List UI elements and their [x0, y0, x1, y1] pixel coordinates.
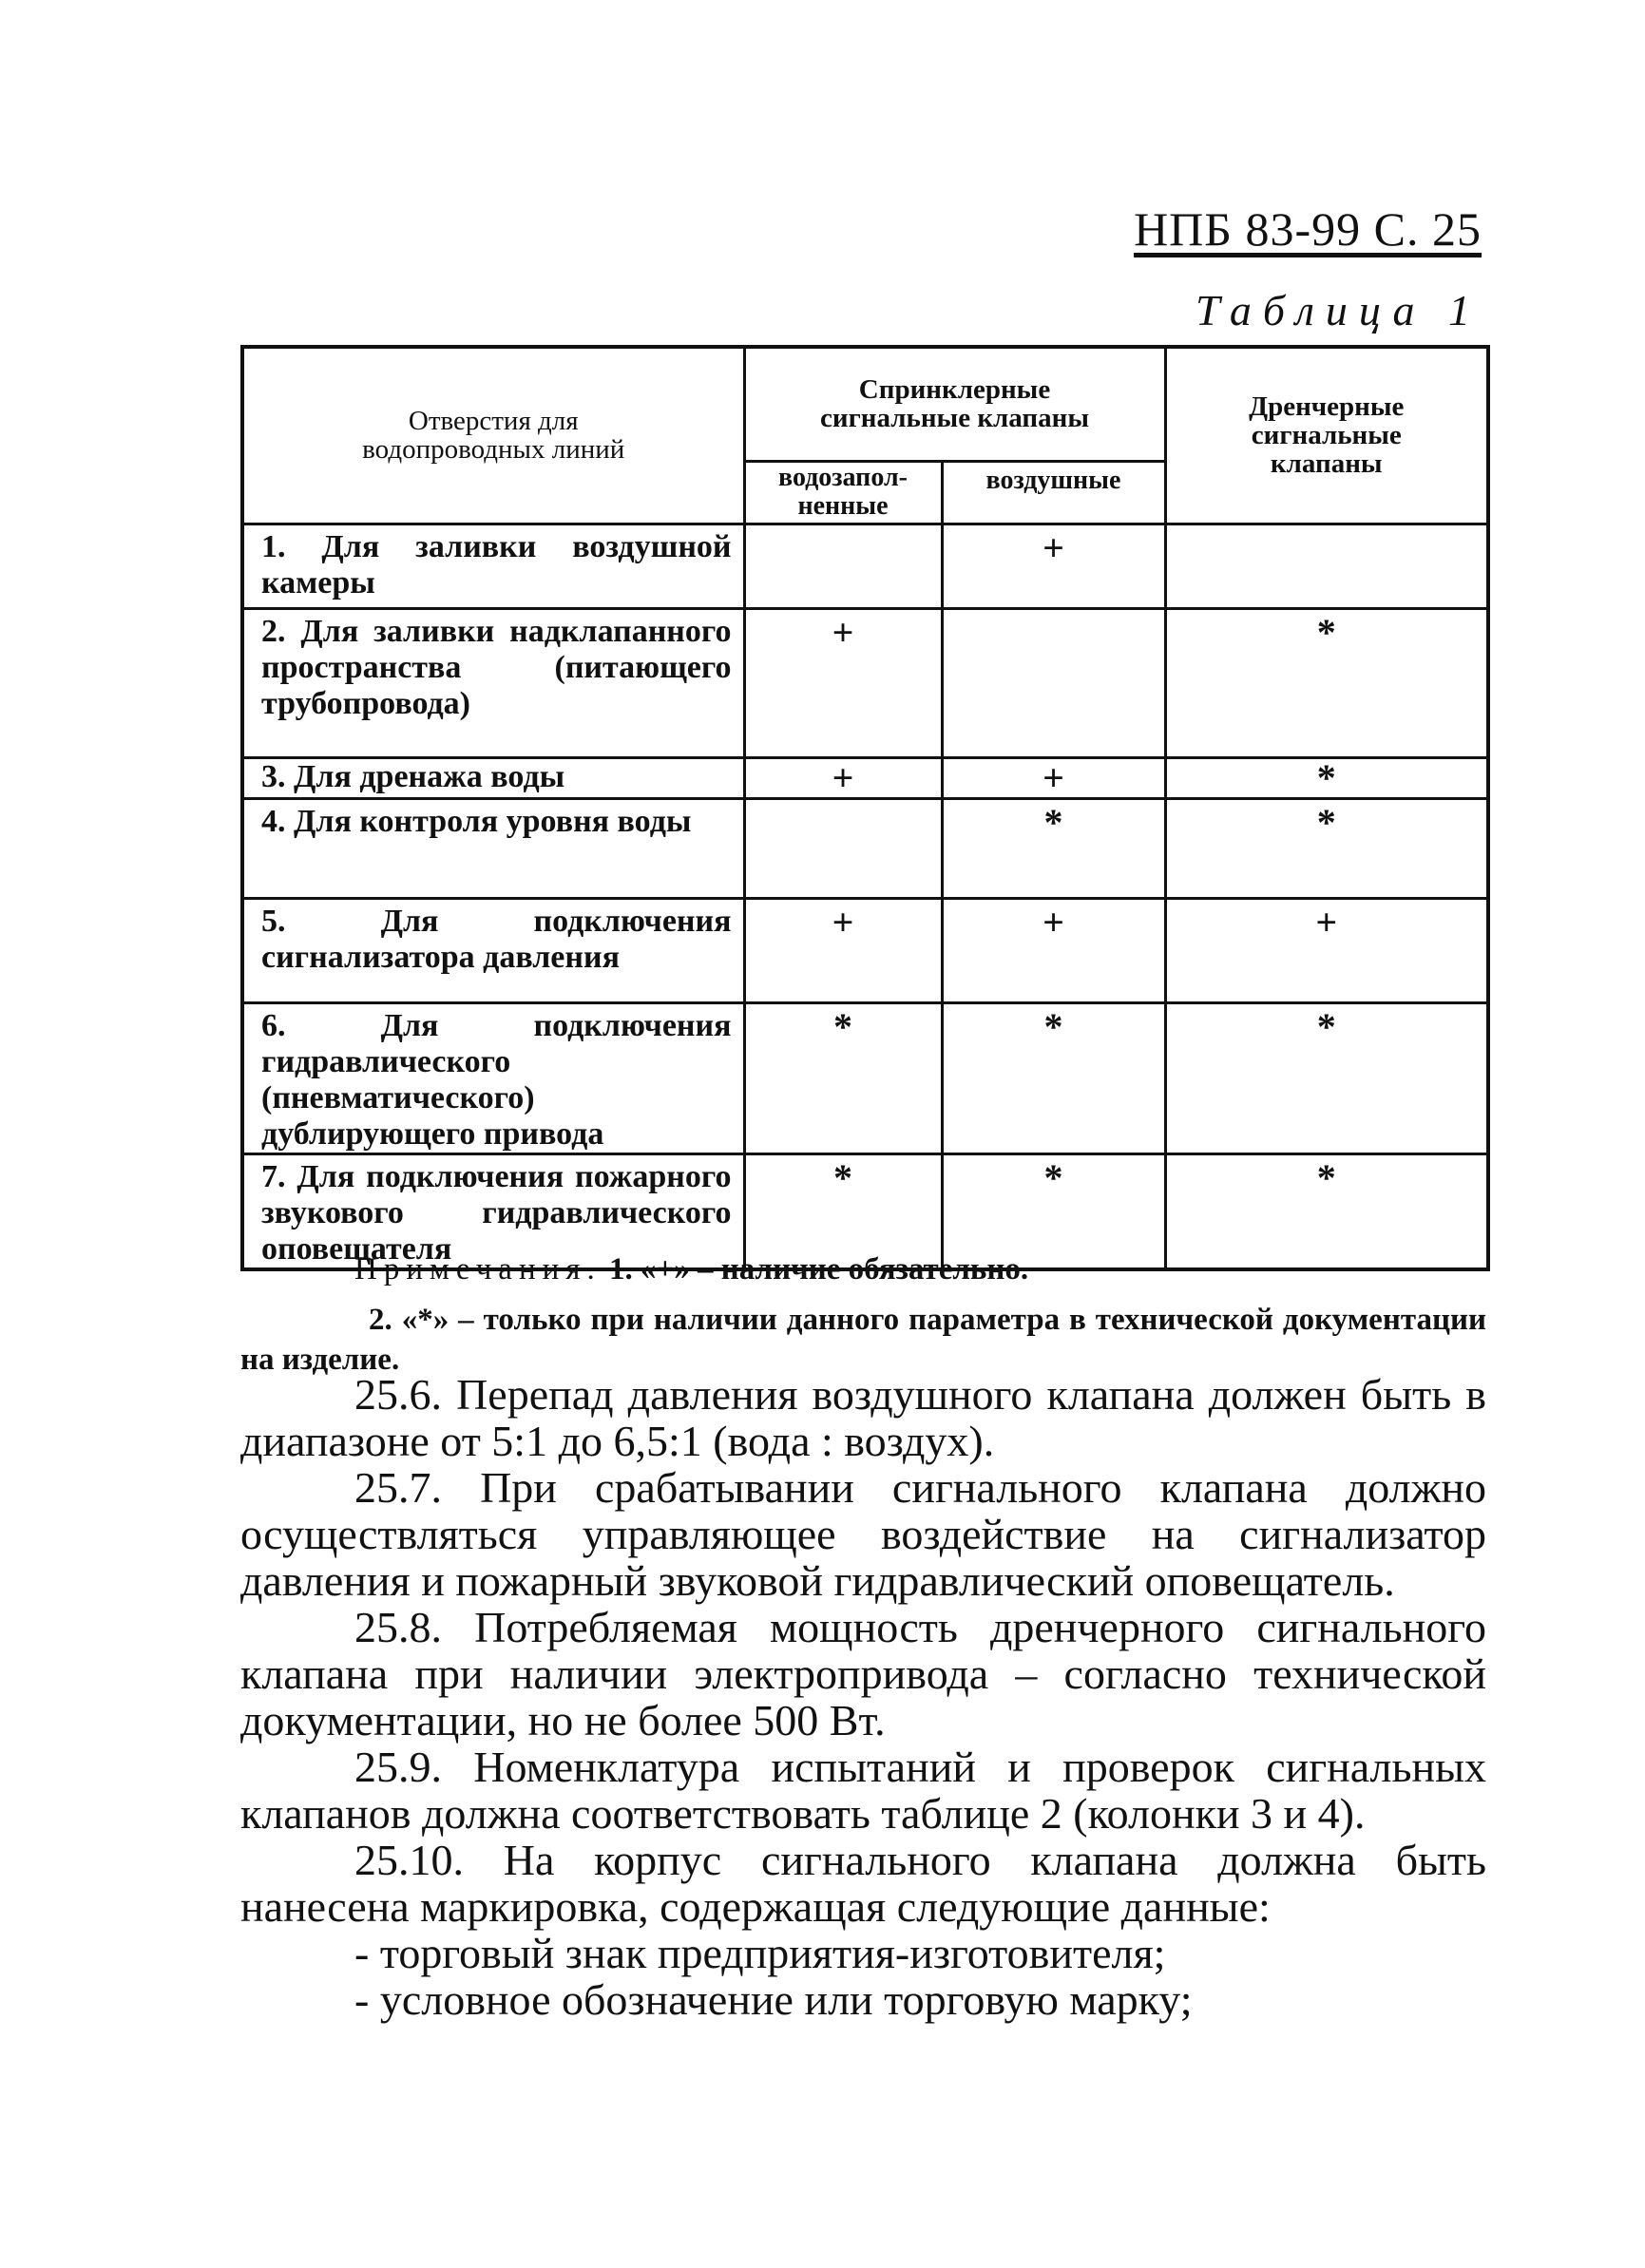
- cell-air: +: [942, 524, 1165, 608]
- paragraph-25-9: 25.9. Номенклатура испытаний и проверок сигнальных клапанов должна соответствовать таблице 2 (колонки 3 и 4).: [240, 1743, 1486, 1838]
- cell-water: [744, 798, 942, 898]
- table-row: [242, 1002, 1488, 1153]
- cell-air: +: [942, 898, 1165, 1002]
- paragraph-25-8: 25.8. Потребляемая мощность дренчерного сигнального клапана при наличии электропривода – согласно технической документации, но не более 500 Вт.: [240, 1603, 1486, 1744]
- table-row: [242, 524, 1488, 608]
- table-caption: Таблица 1: [1195, 286, 1482, 334]
- body-text: [240, 1371, 1486, 2023]
- paragraph-25-10: 25.10. На корпус сигнального клапана должна быть нанесена маркировка, содержащая следующие данные:: [240, 1836, 1486, 1931]
- list-item: - условное обозначение или торговую марку;: [354, 1975, 1193, 2024]
- row-label: 3. Для дренажа воды: [242, 757, 744, 798]
- cell-water: [744, 524, 942, 608]
- table-row: [242, 798, 1488, 898]
- notes-title: Примечания.: [354, 1252, 602, 1286]
- cell-drencher: *: [1165, 1002, 1488, 1153]
- header-water-filled: водозапол-ненные: [744, 461, 942, 524]
- header-drencher: Дренчерные сигнальные клапаны: [1165, 347, 1488, 524]
- row-label: 5. Для подключения сигнализатора давления: [242, 898, 744, 1002]
- cell-drencher: [1165, 524, 1488, 608]
- cell-air: *: [942, 798, 1165, 898]
- row-label: 6. Для подключения гидравлического (пневматического) дублирующего привода: [242, 1002, 744, 1153]
- cell-water: +: [744, 898, 942, 1002]
- cell-drencher: *: [1165, 757, 1488, 798]
- paragraph-25-7: 25.7. При срабатывании сигнального клапана должно осуществляться управляющее воздействие на сигнализатор давления и пожарный звуковой гидравлический оповещатель.: [240, 1463, 1486, 1605]
- cell-drencher: *: [1165, 798, 1488, 898]
- cell-drencher: *: [1165, 608, 1488, 757]
- header-sprinkler-group: Спринклерные сигнальные клапаны: [744, 347, 1165, 461]
- cell-water: +: [744, 608, 942, 757]
- cell-water: *: [744, 1002, 942, 1153]
- note-1-text: 1. «+» – наличие обязательно.: [608, 1252, 1029, 1286]
- table-row: [242, 898, 1488, 1002]
- note-2: 2. «*» – только при наличии данного параметра в технической документации на изделие.: [240, 1303, 1486, 1377]
- cell-water: +: [744, 757, 942, 798]
- row-label: 4. Для контроля уровня воды: [242, 798, 744, 898]
- cell-drencher: +: [1165, 898, 1488, 1002]
- header-air: воздушные: [942, 461, 1165, 524]
- cell-air: *: [942, 1002, 1165, 1153]
- cell-air: *: [942, 1153, 1165, 1269]
- valve-openings-table: [240, 345, 1490, 1271]
- cell-water: *: [744, 1153, 942, 1269]
- cell-air: [942, 608, 1165, 757]
- paragraph-25-6: 25.6. Перепад давления воздушного клапана должен быть в диапазоне от 5:1 до 6,5:1 (вода : воздух).: [240, 1370, 1486, 1465]
- table-row: [242, 608, 1488, 757]
- row-label: 2. Для заливки надклапанного пространства (питающего трубопровода): [242, 608, 744, 757]
- page-header: НПБ 83-99 С. 25: [1134, 202, 1482, 256]
- list-item: - торговый знак предприятия-изготовителя;: [354, 1929, 1166, 1977]
- cell-drencher: *: [1165, 1153, 1488, 1269]
- header-openings: Отверстия для водопроводных линий: [242, 347, 744, 524]
- note-1: [240, 1249, 1486, 1289]
- row-label: 1. Для заливки воздушной камеры: [242, 524, 744, 608]
- table-row: [242, 757, 1488, 798]
- row-label: 7. Для подключения пожарного звукового гидравлического оповещателя: [242, 1153, 744, 1269]
- cell-air: +: [942, 757, 1165, 798]
